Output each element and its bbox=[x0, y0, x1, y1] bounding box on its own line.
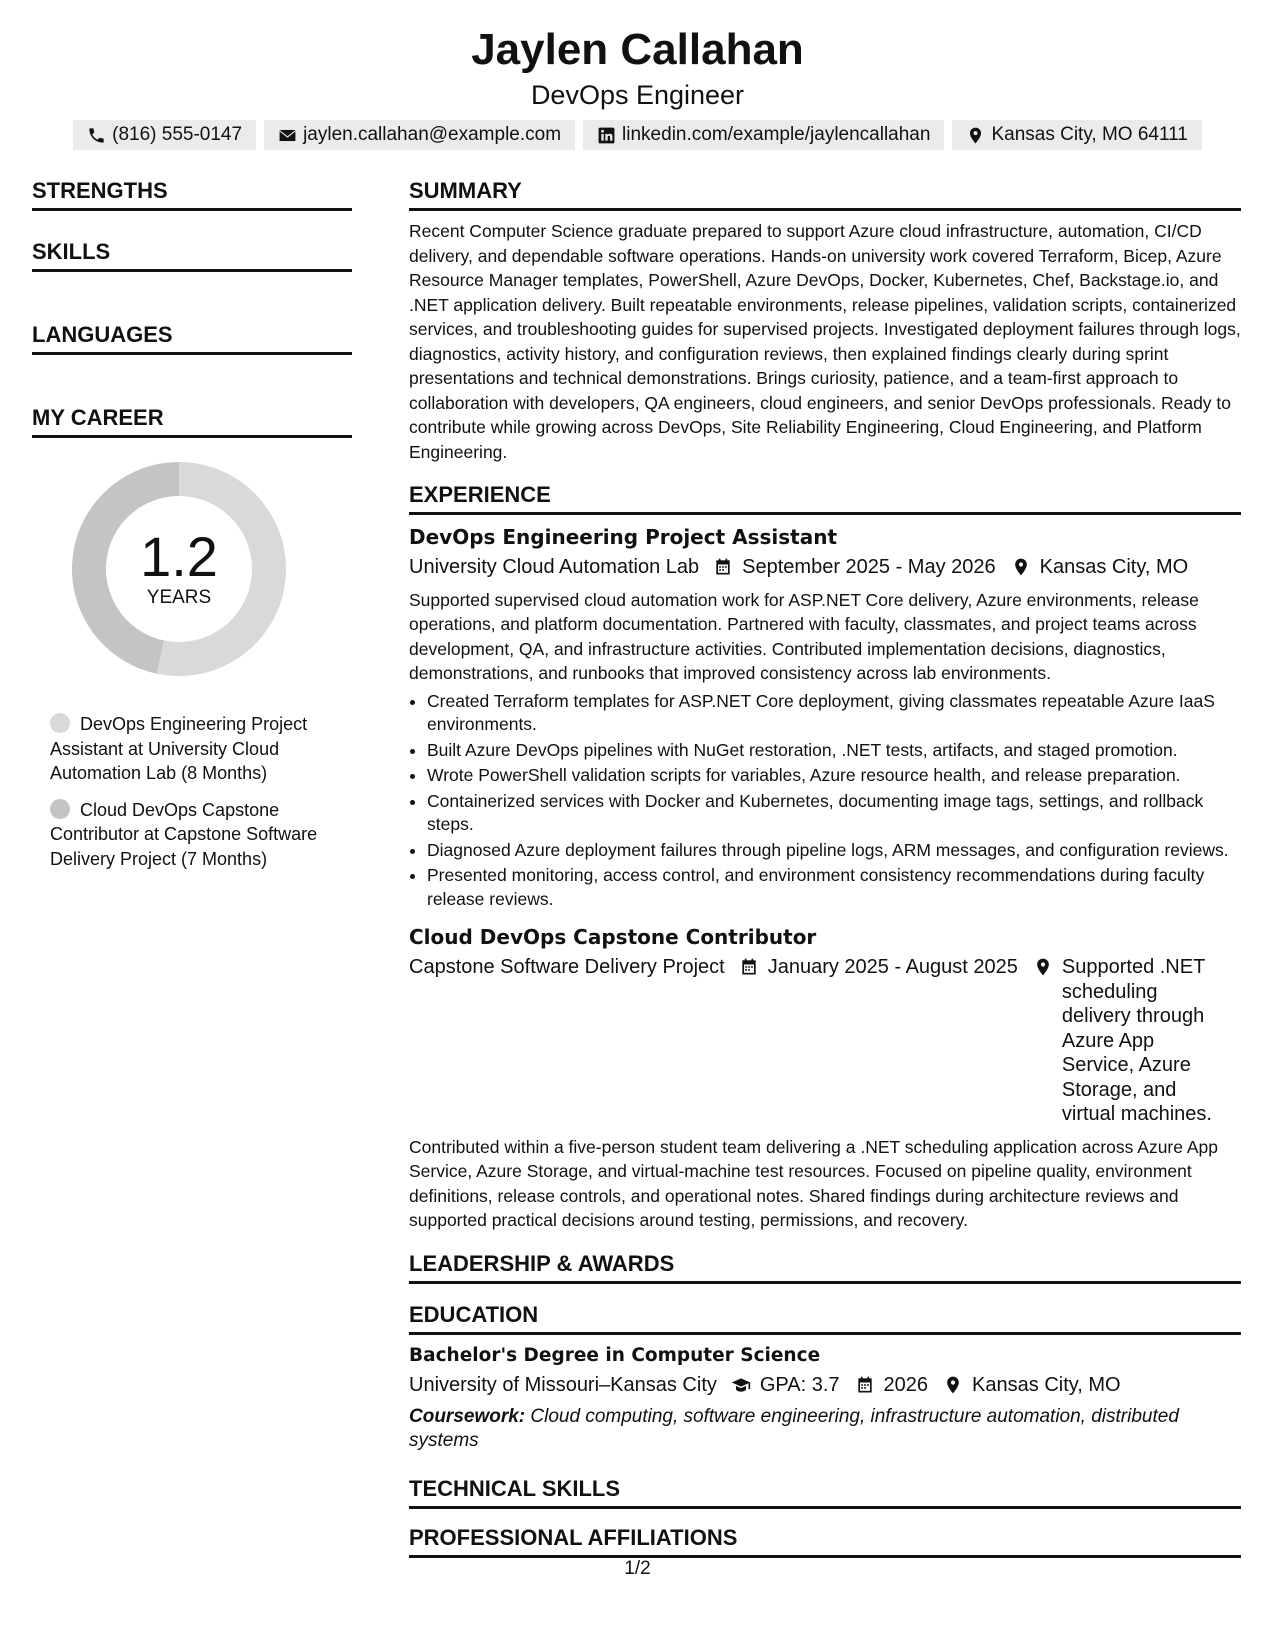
career-heading: MY CAREER bbox=[32, 403, 352, 438]
school-location: Kansas City, MO bbox=[972, 1373, 1121, 1396]
bullet-item: • Created Terraform templates for ASP.NET Core deployment, giving classmates repeatable Azure IaaS environments. bbox=[427, 690, 1241, 737]
coursework-text: Cloud computing, software engineering, infrastructure automation, distributed systems bbox=[409, 1406, 1179, 1451]
job-location: Supported .NET scheduling delivery through Azure App Service, Azure Storage, and virtual machines. bbox=[1061, 956, 1212, 1125]
bullet-item: • Diagnosed Azure deployment failures through pipeline logs, ARM messages, and configuration reviews. bbox=[427, 839, 1241, 863]
page-number: 1/2 bbox=[624, 1558, 651, 1579]
skills-heading: SKILLS bbox=[32, 237, 352, 272]
bullet-item: • Wrote PowerShell validation scripts for variables, Azure resource health, and release preparation. bbox=[427, 764, 1241, 788]
location-chip bbox=[952, 120, 1201, 150]
candidate-role: DevOps Engineer bbox=[530, 80, 745, 110]
career-donut-chart bbox=[66, 456, 292, 682]
job-dates: January 2025 - August 2025 bbox=[767, 956, 1018, 978]
job-dates: September 2025 - May 2026 bbox=[742, 556, 996, 578]
candidate-name: Jaylen Callahan bbox=[471, 25, 804, 74]
map-pin-icon bbox=[966, 126, 985, 145]
linkedin-text: linkedin.com/example/jaylencallahan bbox=[622, 124, 931, 145]
job-entry bbox=[409, 523, 1241, 911]
linkedin-icon bbox=[597, 126, 616, 145]
map-pin-icon bbox=[1011, 557, 1031, 577]
career-total-years: 1.2 bbox=[140, 525, 218, 588]
job-title: Cloud DevOps Capstone Contributor bbox=[409, 925, 817, 949]
phone-text: (816) 555-0147 bbox=[112, 124, 243, 145]
job-meta bbox=[409, 955, 1241, 1127]
bullet-item: • Built Azure DevOps pipelines with NuGet restoration, .NET tests, artifacts, and staged promotion. bbox=[427, 739, 1241, 763]
resume-header bbox=[0, 0, 1275, 150]
job-entry bbox=[409, 923, 1241, 1233]
coursework bbox=[409, 1405, 1241, 1452]
bullet-item: • Presented monitoring, access control, and environment consistency recommendations during faculty release reviews. bbox=[427, 864, 1241, 911]
right-column bbox=[409, 176, 1241, 1566]
phone-icon bbox=[87, 126, 106, 145]
coursework-label: Coursework: bbox=[409, 1406, 526, 1427]
school-name: University of Missouri–Kansas City bbox=[409, 1373, 717, 1396]
job-bullets bbox=[409, 690, 1241, 912]
bullet-item: • Containerized services with Docker and Kubernetes, documenting image tags, settings, and rollback steps. bbox=[427, 790, 1241, 837]
legend-label: Cloud DevOps Capstone Contributor at Capstone Software Delivery Project (7 Months) bbox=[50, 799, 318, 869]
job-org: Capstone Software Delivery Project bbox=[409, 956, 725, 978]
phone-chip[interactable] bbox=[73, 120, 256, 150]
job-description: Contributed within a five-person student team delivering a .NET scheduling application across Azure App Service, Azure Storage, and virtual-machine test resources. Focused on pipeline quality, environment definitions, release controls, and operational notes. Shared findings during architecture reviews and supported practical decisions around testing, permissions, and recovery. bbox=[409, 1136, 1219, 1230]
job-title: DevOps Engineering Project Assistant bbox=[409, 525, 838, 549]
map-pin-icon bbox=[943, 1375, 963, 1395]
contact-bar bbox=[0, 120, 1275, 150]
gpa-text: GPA: 3.7 bbox=[759, 1373, 840, 1396]
legend-dot bbox=[50, 713, 70, 733]
left-column bbox=[32, 176, 352, 883]
leadership-heading: LEADERSHIP & AWARDS bbox=[409, 1249, 1241, 1284]
summary-heading: SUMMARY bbox=[409, 176, 1241, 211]
calendar-icon bbox=[855, 1375, 875, 1395]
career-legend bbox=[50, 712, 340, 871]
education-entry bbox=[409, 1343, 1241, 1453]
graduation-year: 2026 bbox=[883, 1373, 929, 1396]
map-pin-icon bbox=[1033, 957, 1053, 977]
affiliations-heading: PROFESSIONAL AFFILIATIONS bbox=[409, 1523, 1241, 1558]
envelope-icon bbox=[278, 126, 297, 145]
job-description: Supported supervised cloud automation work for ASP.NET Core delivery, Azure environments, release operations, and platform documentation. Partnered with faculty, classmates, and project teams across development, QA, and infrastructure activities. Contributed implementation decisions, diagnostics, demonstrations, and runbooks that improved consistency across lab environments. bbox=[409, 589, 1199, 683]
career-years-unit: YEARS bbox=[146, 587, 212, 608]
legend-label: DevOps Engineering Project Assistant at University Cloud Automation Lab (8 Months) bbox=[50, 714, 308, 783]
job-org: University Cloud Automation Lab bbox=[409, 556, 700, 578]
education-heading: EDUCATION bbox=[409, 1300, 1241, 1335]
career-legend-item bbox=[50, 798, 340, 872]
summary-text: Recent Computer Science graduate prepared to support Azure cloud infrastructure, automation, CI/CD delivery, and dependable software operations. Hands-on university work covered Terraform, Bicep, Azure Resource Manager templates, PowerShell, Azure DevOps, Docker, Kubernetes, Chef, Backstage.io, and .NET application delivery. Built repeatable environments, release pipelines, validation scripts, containerized services, and troubleshooting guides for supervised projects. Investigated deployment failures through logs, diagnostics, activity history, and configuration reviews, then explained findings clearly during sprint presentations and technical demonstrations. Brings curiosity, patience, and a team-first approach to collaboration with developers, QA engineers, cloud engineers, and senior DevOps professionals. Ready to contribute while growing across DevOps, Site Reliability Engineering, Cloud Engineering, and Platform Engineering. bbox=[409, 221, 1241, 462]
calendar-icon bbox=[739, 957, 759, 977]
graduation-cap-icon bbox=[731, 1375, 751, 1395]
experience-heading: EXPERIENCE bbox=[409, 480, 1241, 515]
location-text: Kansas City, MO 64111 bbox=[991, 124, 1188, 145]
email-chip[interactable] bbox=[264, 120, 575, 150]
legend-dot bbox=[50, 799, 70, 819]
job-meta bbox=[409, 555, 1241, 580]
job-location: Kansas City, MO bbox=[1039, 556, 1189, 578]
technical-skills-heading: TECHNICAL SKILLS bbox=[409, 1474, 1241, 1509]
strengths-heading: STRENGTHS bbox=[32, 176, 352, 211]
email-text: jaylen.callahan@example.com bbox=[303, 124, 562, 145]
career-legend-item bbox=[50, 712, 340, 786]
linkedin-chip[interactable] bbox=[583, 120, 944, 150]
degree-title: Bachelor's Degree in Computer Science bbox=[409, 1344, 821, 1366]
languages-heading: LANGUAGES bbox=[32, 320, 352, 355]
calendar-icon bbox=[713, 557, 733, 577]
education-meta bbox=[409, 1373, 1241, 1398]
